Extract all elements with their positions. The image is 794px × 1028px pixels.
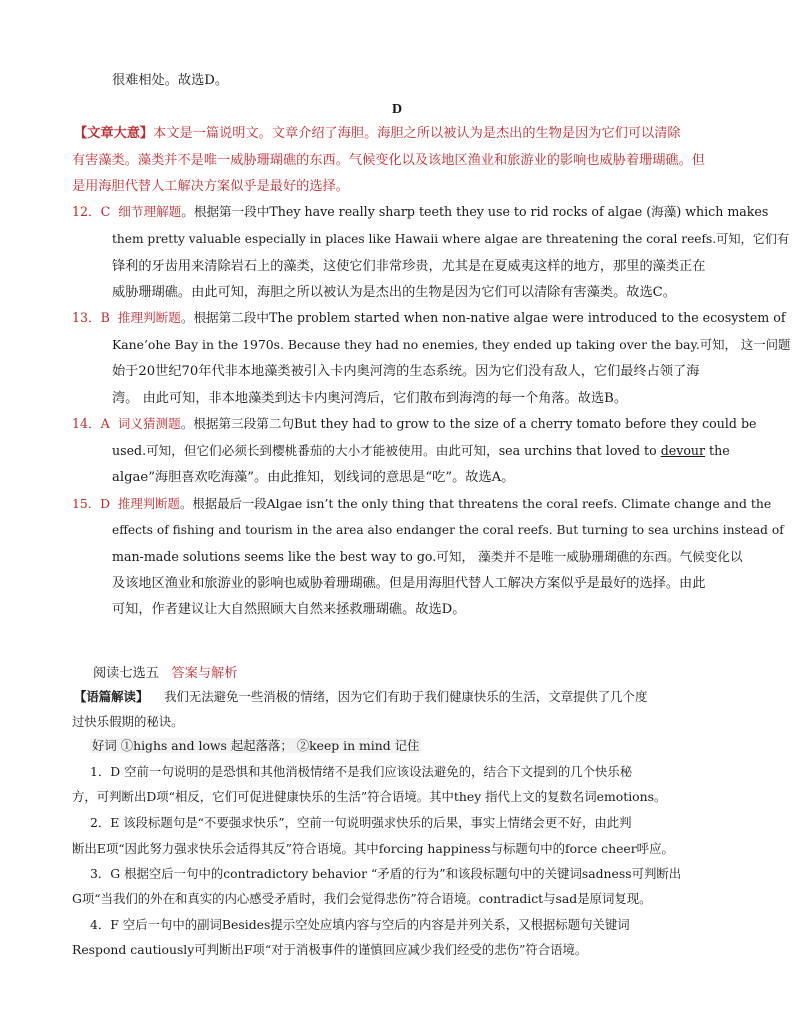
overview-text-1: 我们无法避免一些消极的情绪，因为它们有助于我们健康快乐的生活，文章提供了几个度 xyxy=(164,689,648,704)
item-4-line-2: Respond cautiously可判断出F项“对于消极事件的谨慎回应减少我们经受的悲伤”符合语境。 xyxy=(72,942,588,957)
answer-14-num: 14．A xyxy=(72,416,110,431)
answer-13-line-4: 湾。 由此可知，非本地藻类到达卡内奥河湾后，它们散布到海湾的每一个角落。故选B。 xyxy=(112,391,628,406)
answer-14-line-2 xyxy=(112,445,730,458)
item-3-line-2: G项“当我们的外在和真实的内心感受矛盾时，我们会觉得悲伤”符合语境。contradict与sad是原词复现。 xyxy=(72,891,652,906)
answer-14-text-1: 。根据第三段第二句But they had to grow to the size of a cherry tomato before they could be xyxy=(180,416,757,431)
answer-14-line-1 xyxy=(72,418,756,431)
answer-12-num: 12．C xyxy=(72,204,111,219)
item-4-line-1: 4．F 空后一句中的副词Besides提示空处应填内容与空后的内容是并列关系，又根据标题句关键词 xyxy=(90,917,630,932)
answer-12-line-4: 威胁珊瑚礁。由此可知，海胆之所以被认为是杰出的生物是因为它们可以清除有害藻类。故选C。 xyxy=(112,285,676,300)
answer-15-line-5: 可知，作者建议让大自然照顾大自然来拯救珊瑚礁。故选D。 xyxy=(112,602,466,617)
answer-15-num: 15．D xyxy=(72,496,111,511)
answer-15-type: 推理判断题 xyxy=(117,496,180,511)
answer-12-text-1: 。根据第一段中They have really sharp teeth they use to rid rocks of algae (海藻) which makes xyxy=(181,204,769,219)
item-3-line-1: 3．G 根据空后一句中的contradictory behavior “矛盾的行为”和该段标题句中的关键词sadness可判断出 xyxy=(90,866,682,881)
item-1-line-1: 1．D 空前一句说明的是恐惧和其他消极情绪不是我们应该设法避免的，结合下文提到的几个快乐秘 xyxy=(90,764,633,779)
overview-tag: 【语篇解读】 xyxy=(74,689,149,704)
answer-14-text-2: used.可知，但它们必须长到樱桃番茄的大小才能被使用。由此可知，sea urchins that loved to xyxy=(112,443,661,458)
summary-text-1: 本文是一篇说明文。文章介绍了海胆。海胆之所以被认为是杰出的生物是因为它们可以清除 xyxy=(153,126,681,141)
answer-14-text-2b: the xyxy=(709,443,730,458)
answer-13-line-1 xyxy=(72,312,785,325)
summary-tag: 【文章大意】 xyxy=(74,126,154,141)
answer-15-line-4: 及该地区渔业和旅游业的影响也威胁着珊瑚礁。但是用海胆代替人工解决方案似乎是最好的选择。由此 xyxy=(112,576,706,591)
overview-line-1 xyxy=(74,691,647,703)
vocab-text: 好词 ①highs and lows 起起落落； ②keep in mind 记住 xyxy=(92,738,420,753)
seven-five-title-black: 阅读七选五 xyxy=(93,666,159,681)
answer-14-underlined-word: devour xyxy=(660,443,706,458)
top-line: 很难相处。故选D。 xyxy=(112,73,229,88)
answer-14-type: 词义猜测题 xyxy=(117,416,181,431)
answer-13-line-2: Kane’ohe Bay in the 1970s. Because they had no enemies, they ended up taking over the bay.可知， 这一问题 xyxy=(112,337,791,352)
section-label-d: D xyxy=(391,102,403,117)
answer-12-line-1 xyxy=(72,206,768,219)
summary-line-2: 有害藻类。藻类并不是唯一威胁珊瑚礁的东西。气候变化以及该地区渔业和旅游业的影响也威胁着珊瑚礁。但 xyxy=(72,153,705,168)
seven-five-title xyxy=(93,667,237,680)
seven-five-title-red: 答案与解析 xyxy=(171,666,238,681)
answer-15-line-1 xyxy=(72,498,771,510)
answer-13-num: 13．B xyxy=(72,310,110,325)
answer-12-type: 细节理解题 xyxy=(118,204,182,219)
answer-13-type: 推理判断题 xyxy=(117,310,181,325)
vocab-line xyxy=(90,740,421,752)
item-2-line-1: 2．E 该段标题句是“不要强求快乐”，空前一句说明强求快乐的后果，事实上情绪会更不好，由此判 xyxy=(90,815,632,830)
answer-14-line-3: algae”海胆喜欢吃海藻”。由此推知，划线词的意思是“吃”。故选A。 xyxy=(112,470,515,485)
answer-15-line-2: effects of fishing and tourism in the area also endanger the coral reefs. But turning to sea urchins instead of xyxy=(112,523,784,537)
answer-15-line-3: man-made solutions seems like the best way to go.可知， 藻类并不是唯一威胁珊瑚礁的东西。气候变化以 xyxy=(112,549,743,564)
item-1-line-2: 方，可判断出D项“相反，它们可促进健康快乐的生活”符合语境。其中they 指代上文的复数名词emotions。 xyxy=(72,789,667,804)
overview-line-2: 过快乐假期的秘诀。 xyxy=(72,714,184,729)
answer-12-line-3: 锋利的牙齿用来清除岩石上的藻类，这使它们非常珍贵，尤其是在夏威夷这样的地方，那里的藻类正在 xyxy=(112,259,706,274)
summary-line-3: 是用海胆代替人工解决方案似乎是最好的选择。 xyxy=(72,179,349,194)
answer-15-text-1: 。根据最后一段Algae isn’t the only thing that threatens the coral reefs. Climate change and the xyxy=(179,496,772,511)
answer-12-line-2: them pretty valuable especially in places like Hawaii where algae are threatening the coral reefs.可知，它们有 xyxy=(112,232,790,246)
item-2-line-2: 断出E项“因此努力强求快乐会适得其反”符合语境。其中forcing happiness与标题句中的force cheer呼应。 xyxy=(72,841,674,856)
summary-line-1 xyxy=(74,127,681,140)
answer-13-line-3: 始于20世纪70年代非本地藻类被引入卡内奥河湾的生态系统。因为它们没有敌人，它们最终占领了海 xyxy=(112,364,700,379)
answer-13-text-1: 。根据第二段中The problem started when non-native algae were introduced to the ecosystem of xyxy=(180,310,786,325)
